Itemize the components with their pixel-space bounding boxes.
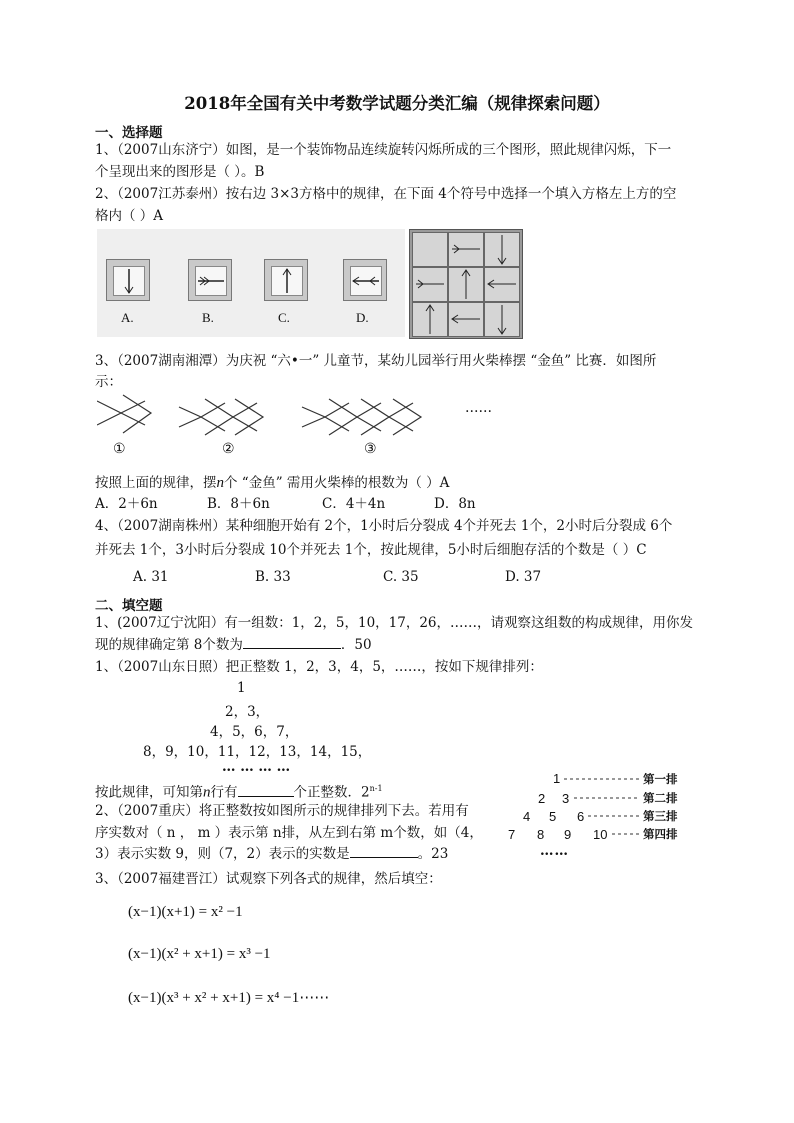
q4-line1: 4、（2007湖南株州）某种细胞开始有 2个，1小时后分裂成 4个并死去 1个，2小时后分裂成 6个: [95, 518, 673, 534]
f2-text-a: 按此规律，可知第: [95, 784, 203, 801]
tri-row-dots: … … … …: [222, 759, 291, 775]
option-b-box: [188, 259, 232, 301]
arrow-down-icon: [485, 233, 519, 266]
equation-3: (x−1)(x³ + x² + x+1) = x⁴ −1⋯⋯: [128, 990, 330, 1006]
arrow-left-icon: [449, 303, 483, 336]
arrow-up-icon: [413, 303, 447, 336]
arrow-right-icon: [196, 267, 226, 295]
grid-cell: [412, 267, 448, 302]
rows-fig-4c: 9: [564, 827, 572, 842]
grid-cell: [448, 302, 484, 337]
f3-line2: 序实数对（ n ， m ）表示第 n排，从左到右第 m个数，如（4，: [95, 825, 483, 841]
f3-line1: 2、（2007重庆）将正整数按如图所示的规律排列下去。若用有: [95, 803, 469, 819]
rows-fig-1: 1: [553, 771, 561, 786]
tri-row-1: 1: [237, 680, 246, 696]
tri-row-4: 8，9，10，11，12，13，14，15，: [143, 744, 372, 760]
rows-fig-3b: 5: [549, 809, 557, 824]
pattern-grid-3x3: [409, 229, 523, 339]
arrow-down-icon: [485, 303, 519, 336]
section-fill-heading: 二、填空题: [95, 598, 163, 614]
blank-line: [238, 783, 294, 797]
grid-cell: [412, 302, 448, 337]
f4-line1: 3、（2007福建晋江）试观察下列各式的规律，然后填空：: [95, 871, 442, 887]
arrow-right-icon: [413, 268, 447, 301]
q4-line2: 并死去 1个，3小时后分裂成 10个并死去 1个，按此规律，5小时后细胞存活的个数是（ ）C: [95, 542, 647, 558]
q3-text-a: 按照上面的规律，摆: [95, 475, 217, 491]
row-name-1: 第一排: [643, 772, 678, 786]
q3-line2: 示：: [95, 374, 122, 390]
blank-line: [243, 635, 341, 649]
q3-text-b: 个 “金鱼” 需用火柴棒的根数为（ ）A: [224, 475, 450, 491]
f3-line3: [95, 843, 448, 865]
grid-cell-empty: [412, 232, 448, 267]
q2-line2: 格内（ ）A: [95, 208, 164, 224]
fish-3: [302, 399, 421, 435]
blank-line: [350, 844, 418, 858]
fish-label-3: ③: [364, 441, 377, 457]
option-a-box: [106, 259, 150, 301]
grid-cell: [484, 302, 520, 337]
equation-2: (x−1)(x² + x+1) = x³ −1: [128, 946, 271, 962]
option-c-label: C.: [278, 310, 290, 325]
q3-opt-d: D．8n: [434, 496, 476, 512]
fish-2: [179, 399, 263, 435]
grid-cell: [448, 232, 484, 267]
row-name-4: 第四排: [643, 827, 678, 841]
f2-answer: 个正整数．2: [293, 784, 370, 801]
option-c-box: [264, 259, 308, 301]
f2-text-b: 行有: [210, 784, 238, 801]
option-d-label: D.: [356, 310, 369, 325]
rows-fig-3a: 4: [523, 809, 531, 824]
q3-opt-c: C．4＋4n: [322, 496, 386, 512]
arrow-right-icon: [449, 233, 483, 266]
rows-fig-2b: 3: [562, 791, 570, 806]
row-name-3: 第三排: [643, 809, 678, 823]
q1-line1: 1、（2007山东济宁）如图，是一个装饰物品连续旋转闪烁所成的三个图形，照此规律闪烁，下一: [95, 142, 672, 158]
arrow-left-icon: [351, 267, 381, 295]
f1-line1: 1、(2007辽宁沈阳）有一组数：1，2，5，10，17，26，……，请观察这组数的构成规律，用你发: [95, 615, 694, 631]
grid-cell: [484, 267, 520, 302]
fish-label-1: ①: [113, 441, 126, 457]
option-b-label: B.: [202, 310, 214, 325]
row-name-2: 第二排: [643, 791, 678, 805]
var-n: n: [216, 475, 224, 491]
option-a-label: A.: [121, 310, 134, 325]
rows-fig-3c: 6: [577, 809, 585, 824]
fish-ellipsis: ……: [465, 400, 492, 416]
fish-1: [97, 395, 151, 433]
fish-label-2: ②: [222, 441, 235, 457]
grid-cell: [448, 267, 484, 302]
arrow-up-icon: [272, 267, 302, 295]
q1-line2: 个呈现出来的图形是（ ）。B: [95, 164, 265, 180]
section-choice-heading: 一、选择题: [95, 125, 163, 141]
var-n: n: [203, 784, 211, 801]
q4-opt-d: D. 37: [505, 569, 542, 585]
f2-answer-exponent: n-1: [369, 784, 383, 793]
q3-opt-b: B．8＋6n: [207, 496, 270, 512]
q4-opt-a: A. 31: [133, 569, 169, 585]
f1-text-a: 现的规律确定第 8个数为: [95, 637, 243, 653]
grid-cell: [484, 232, 520, 267]
q2-options-figure: [97, 229, 405, 337]
arrow-up-icon: [449, 268, 483, 301]
arrow-down-icon: [114, 267, 144, 295]
f1-line2: [95, 634, 372, 656]
option-d-box: [343, 259, 387, 301]
rows-fig-4d: 10: [593, 827, 608, 842]
tri-row-2: 2，3，: [225, 704, 270, 720]
equation-1: (x−1)(x+1) = x² −1: [128, 904, 243, 920]
q3-line3: [95, 472, 449, 494]
q2-line1: 2、（2007江苏泰州）按右边 3×3方格中的规律，在下面 4个符号中选择一个填入方格左上方的空: [95, 186, 677, 202]
q3-line1: 3、（2007湖南湘潭）为庆祝 “六•一” 儿童节，某幼儿园举行用火柴棒摆 “金鱼” 比赛．如图所: [95, 353, 657, 369]
q4-opt-b: B. 33: [255, 569, 291, 585]
page-title: 2018年全国有关中考数学试题分类汇编（规律探索问题）: [184, 94, 610, 113]
rows-fig-2a: 2: [538, 791, 546, 806]
matchstick-fish-figure: [97, 393, 497, 441]
rows-fig-4a: 7: [508, 827, 516, 842]
rows-fig-4b: 8: [537, 827, 545, 842]
tri-row-3: 4，5，6，7，: [210, 724, 299, 740]
arrow-left-icon: [485, 268, 519, 301]
q4-opt-c: C. 35: [383, 569, 419, 585]
f3-answer: 。23: [417, 846, 449, 862]
q3-opt-a: A．2＋6n: [95, 496, 158, 512]
rows-fig-dots: ……: [540, 843, 569, 859]
f3-text-a: 3）表示实数 9，则（7，2）表示的实数是: [95, 846, 350, 862]
f1-answer: ．50: [340, 637, 372, 653]
f2-line1: 1、（2007山东日照）把正整数 1，2，3，4，5，……，按如下规律排列：: [95, 659, 543, 675]
